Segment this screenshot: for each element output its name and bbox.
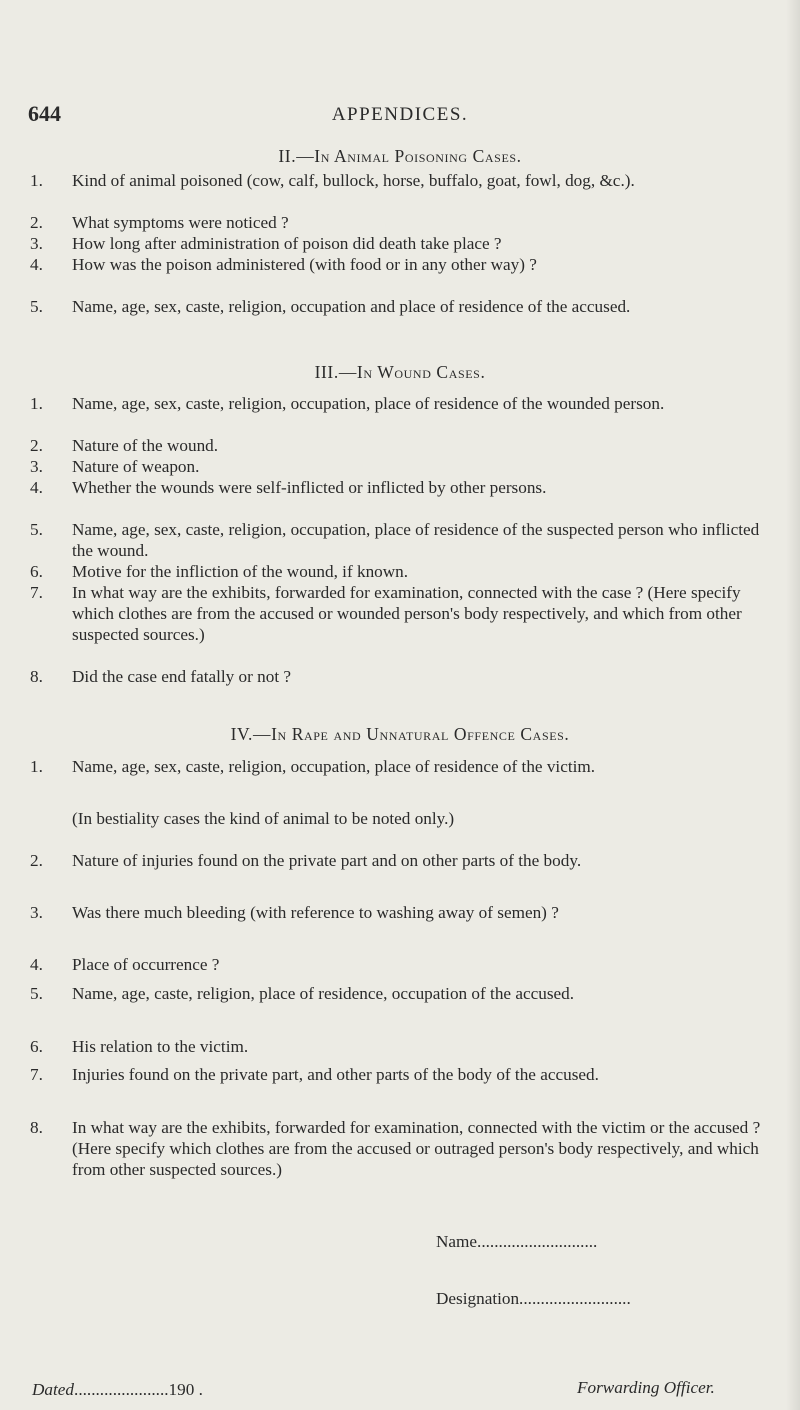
section-heading-animal-poisoning: II.—In Animal Poisoning Cases. bbox=[278, 146, 522, 166]
item-text: In what way are the exhibits, forwarded for examination, connected with the victim or the accused ? (Here specify which clothes are from the accused or outraged person's body respectively, and which from other suspected sources.) bbox=[72, 1118, 761, 1179]
item-number: 4. bbox=[30, 478, 43, 497]
page-number: 644 bbox=[28, 101, 61, 126]
item-number: 7. bbox=[30, 583, 43, 602]
item-text: Injuries found on the private part, and other parts of the body of the accused. bbox=[72, 1065, 599, 1084]
item-number: 5. bbox=[30, 984, 43, 1003]
running-head: APPENDICES. bbox=[331, 104, 469, 125]
item-text: What symptoms were noticed ? bbox=[72, 213, 289, 232]
dated-label: Dated bbox=[32, 1380, 75, 1399]
item-number: 1. bbox=[30, 394, 43, 413]
bestiality-note: (In bestiality cases the kind of animal to be noted only.) bbox=[72, 809, 455, 828]
dated-dots: ......................190 . bbox=[74, 1380, 203, 1399]
item-number: 2. bbox=[30, 851, 43, 870]
item-number: 3. bbox=[30, 234, 43, 253]
item-number: 7. bbox=[30, 1065, 43, 1084]
item-number: 8. bbox=[30, 1118, 43, 1137]
item-text: Nature of injuries found on the private part and on other parts of the body. bbox=[72, 851, 582, 870]
item-number: 4. bbox=[30, 955, 43, 974]
item-number: 5. bbox=[30, 520, 43, 539]
section-heading-rape-cases: IV.—In Rape and Unnatural Offence Cases. bbox=[230, 724, 570, 744]
item-text: How was the poison administered (with food or in any other way) ? bbox=[72, 255, 537, 274]
item-number: 8. bbox=[30, 667, 43, 686]
item-number: 1. bbox=[30, 757, 43, 776]
item-text: Name, age, sex, caste, religion, occupation, place of residence of the victim. bbox=[72, 757, 596, 776]
item-text: How long after administration of poison did death take place ? bbox=[72, 234, 502, 253]
item-text: Kind of animal poisoned (cow, calf, bullock, horse, buffalo, goat, fowl, dog, &c.). bbox=[72, 171, 635, 190]
item-number: 5. bbox=[30, 297, 43, 316]
designation-line: Designation.......................... bbox=[436, 1289, 631, 1308]
item-number: 3. bbox=[30, 903, 43, 922]
dated-line bbox=[32, 1380, 203, 1400]
item-number: 6. bbox=[30, 562, 43, 581]
name-line: Name............................ bbox=[436, 1232, 598, 1251]
item-text: Name, age, sex, caste, religion, occupation, place of residence of the wounded person. bbox=[72, 394, 665, 413]
item-number: 1. bbox=[30, 171, 43, 190]
section-heading-wound-cases: III.—In Wound Cases. bbox=[314, 362, 486, 382]
item-number: 3. bbox=[30, 457, 43, 476]
item-text: Name, age, caste, religion, place of residence, occupation of the accused. bbox=[72, 984, 575, 1003]
item-text: His relation to the victim. bbox=[72, 1037, 249, 1056]
item-number: 6. bbox=[30, 1037, 43, 1056]
item-text: Name, age, sex, caste, religion, occupation and place of residence of the accused. bbox=[72, 297, 631, 316]
item-text: Was there much bleeding (with reference to washing away of semen) ? bbox=[72, 903, 559, 922]
item-number: 4. bbox=[30, 255, 43, 274]
item-text: Whether the wounds were self-inflicted or inflicted by other persons. bbox=[72, 478, 547, 497]
page-edge-shadow bbox=[786, 0, 800, 1410]
item-text: Place of occurrence ? bbox=[72, 955, 220, 974]
item-number: 2. bbox=[30, 213, 43, 232]
item-text: Nature of weapon. bbox=[72, 457, 200, 476]
item-number: 2. bbox=[30, 436, 43, 455]
item-text: Name, age, sex, caste, religion, occupation, place of residence of the suspected person who inflicted the wound. bbox=[72, 520, 760, 560]
item-text: In what way are the exhibits, forwarded for examination, connected with the case ? (Here specify which clothes are from the accused or wounded person's body respectively, and which from other suspected sources.) bbox=[72, 583, 742, 644]
forwarding-officer-label: Forwarding Officer. bbox=[577, 1378, 715, 1397]
item-text: Did the case end fatally or not ? bbox=[72, 667, 292, 686]
item-text: Motive for the infliction of the wound, if known. bbox=[72, 562, 409, 581]
item-text: Nature of the wound. bbox=[72, 436, 219, 455]
